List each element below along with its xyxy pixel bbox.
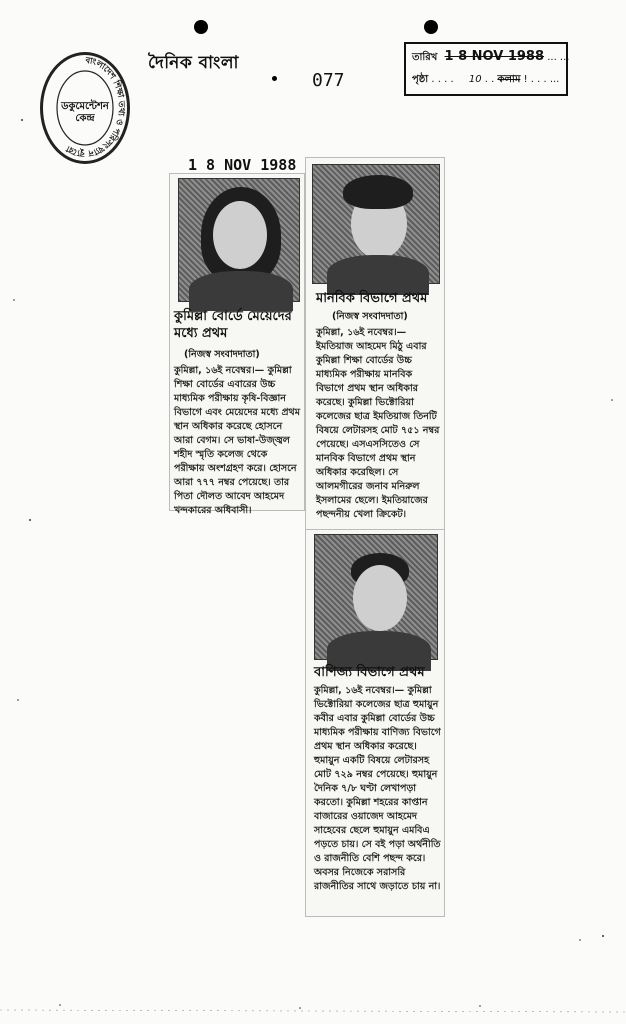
portrait-photo xyxy=(312,164,440,284)
article-body: কুমিল্লা, ১৬ই নবেম্বর।— কুমিল্লা ভিক্টোরিয়া কলেজের ছাত্র হুমায়ুন কবীর এবার কুমিল্লা বোর্ডের উচ্চ মাধ্যমিক পরীক্ষায় বাণিজ্য বিভাগে প্রথম স্থান অধিকার করেছে। হুমায়ুন একটি বিষয়ে লেটারসহ মোট ৭২৯ নম্বর পেয়েছে। হুমায়ুন দৈনিক ৭/৮ ঘণ্টা লেখাপড়া করতো। কুমিল্লা শহরের কাপ্তান বাজারের ওয়াজেদ আহমেদ সাহেবের ছেলে হুমায়ুন এমবিএ পড়তে চায়। সে বই পড়া অর্থনীতি ও রাজনীতি বেশি পছন্দ করে। অবসর নিজেকে সরাসরি রাজনীতির সাথে জড়াতে চায় না। xyxy=(314,685,441,892)
article-body: কুমিল্লা, ১৬ই নবেম্বর।— ইমতিয়াজ আহমেদ মিঠু এবার কুমিল্লা শিক্ষা বোর্ডের উচ্চ মাধ্যমিক পরীক্ষায় মানবিক বিভাগে প্রথম স্থান অধিকার করেছে। কুমিল্লা ভিক্টোরিয়া কলেজের ছাত্র ইমতিয়াজ তিনটি বিষয়ে লেটারসহ মোট ৭৫১ নম্বর পেয়েছে। এসএসসিতেও সে মানবিক বিভাগে প্রথম স্থান অধিকার করেছিল। সে আলমগীরের জনাব মনিরুল ইসলামের ছেলে। ইমতিয়াজের পছন্দনীয় খেলা ক্রিকেট। xyxy=(316,327,440,520)
newspaper-name: দৈনিক বাংলা xyxy=(148,53,239,73)
binding-hole-right xyxy=(424,20,438,34)
article-body: কুমিল্লা, ১৬ই নবেম্বর।— কুমিল্লা শিক্ষা বোর্ডের এবারের উচ্চ মাধ্যমিক পরীক্ষায় কৃষি-বিজ্ঞান বিভাগে এবং মেয়েদের মধ্যে প্রথম স্থান অধিকার করেছে হোসনে আরা বেগম। সে ভাষা-উজ্জ্বল শহীদ স্মৃতি কলেজ থেকে পরীক্ষায় অংশগ্রহণ করে। হোসনে আরা ৭৭৭ নম্বর পেয়েছে। তার পিতা দৌলত আবেদ আহমেদ খন্দকারের অধিবাসী। xyxy=(174,365,300,516)
page-label: পৃষ্ঠা xyxy=(412,74,429,85)
stamp-center-text: ডকুমেন্টেশন কেন্দ্র xyxy=(61,101,109,124)
binding-hole-left xyxy=(194,20,208,34)
ink-dot xyxy=(272,76,277,81)
date-label: তারিখ xyxy=(412,52,438,63)
date-value: 1 8 NOV 1988 xyxy=(444,49,545,64)
portrait-photo xyxy=(314,534,438,660)
article-clipping-2 xyxy=(306,158,444,530)
article-headline: কুমিল্লা বোর্ডে মেয়েদের মধ্যে প্রথম xyxy=(174,309,292,341)
archive-stamp xyxy=(40,52,130,164)
article-headline: বাণিজ্য বিভাগে প্রথম xyxy=(314,665,425,680)
clipping-date: 1 8 NOV 1988 xyxy=(188,156,297,174)
article-byline: (নিজস্ব সংবাদদাতা) xyxy=(184,349,260,360)
date-row: তারিখ 1 8 NOV 1988 ... ... xyxy=(412,49,570,64)
item-number: 077 xyxy=(312,70,345,91)
date-page-box xyxy=(404,42,568,96)
article-headline: মানবিক বিভাগে প্রথম xyxy=(316,291,428,306)
article-clipping-1 xyxy=(170,174,304,516)
page-value: 10 xyxy=(468,74,482,85)
portrait-photo xyxy=(178,178,300,302)
article-byline: (নিজস্ব সংবাদদাতা) xyxy=(332,311,408,322)
svg-text:বাংলাদেশ শিক্ষা তথ্য ও পরিসংখ্: বাংলাদেশ শিক্ষা তথ্য ও পরিসংখ্যান ব্যুরো xyxy=(64,55,127,159)
page-row: পৃষ্ঠা . . . . 10 . . কলাম ! . . . ... xyxy=(412,74,560,85)
article-clipping-3 xyxy=(306,530,444,916)
column-label: কলাম xyxy=(497,74,521,85)
